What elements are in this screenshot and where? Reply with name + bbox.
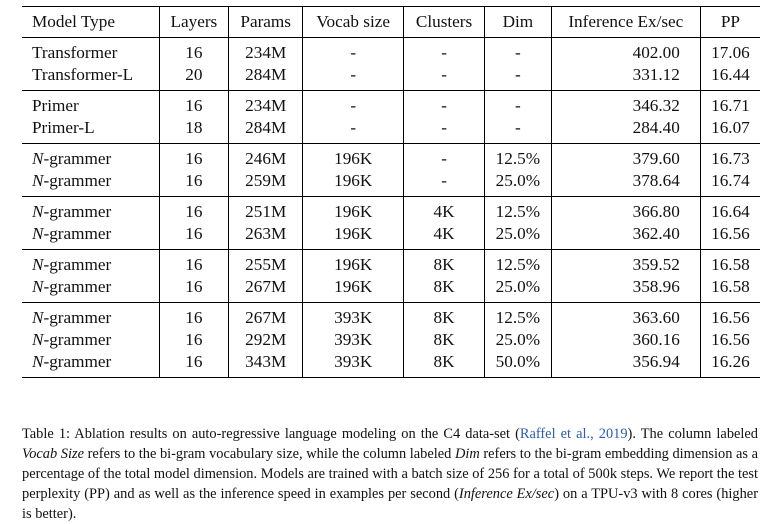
table-group-ngrammer-8k-196k: [22, 250, 760, 303]
cell-inference: 363.60: [551, 303, 700, 330]
table-row: [22, 197, 760, 224]
cell-pp: 17.06: [700, 38, 760, 65]
cell-layers: 16: [159, 329, 229, 351]
table-group-primer: [22, 91, 760, 144]
cell-inference: 378.64: [551, 170, 700, 197]
cell-params: 251M: [229, 197, 303, 224]
cell-dim: -: [484, 91, 551, 118]
header-dim: Dim: [484, 7, 551, 38]
cell-inference: 356.94: [551, 351, 700, 378]
cell-pp: 16.56: [700, 329, 760, 351]
cell-params: 343M: [229, 351, 303, 378]
cell-params: 284M: [229, 64, 303, 91]
cell-dim: 12.5%: [484, 197, 551, 224]
header-vocab-size: Vocab size: [303, 7, 404, 38]
table-row: [22, 170, 760, 197]
cell-inference: 379.60: [551, 144, 700, 171]
cell-dim: -: [484, 64, 551, 91]
cell-layers: 20: [159, 64, 229, 91]
cell-clusters: 8K: [404, 303, 485, 330]
cell-clusters: -: [404, 117, 485, 144]
cell-clusters: -: [404, 144, 485, 171]
cell-model: Transformer: [32, 43, 118, 62]
cell-model: N-grammer: [32, 149, 112, 168]
cell-params: 234M: [229, 91, 303, 118]
cell-clusters: -: [404, 91, 485, 118]
cell-model: Primer-L: [32, 118, 95, 137]
table-group-ngrammer-4k: [22, 197, 760, 250]
cell-vocab: -: [303, 117, 404, 144]
cell-params: 263M: [229, 223, 303, 250]
table-caption: Table 1: Ablation results on auto-regressive language modeling on the C4 data-set (Raffel et al., 2019). The column labeled Vocab Size refers to the bi-gram vocabulary size, while the column labeled Dim refers to the bi-gram embedding dimension as a percentage of the total model dimension. Models are trained with a batch size of 256 for a total of 500k steps. We report the test perplexity (PP) and as well as the inference speed in examples per second (Inference Ex/sec) on a TPU-v3 with 8 cores (higher is better).: [22, 426, 758, 523]
cell-layers: 16: [159, 91, 229, 118]
table-row: [22, 351, 760, 378]
cell-vocab: 196K: [303, 197, 404, 224]
cell-model: N-grammer: [32, 255, 112, 274]
cell-dim: 25.0%: [484, 276, 551, 303]
citation-link[interactable]: Raffel et al., 2019: [519, 426, 628, 443]
table-row: [22, 303, 760, 330]
cell-layers: 16: [159, 250, 229, 277]
cell-params: 234M: [229, 38, 303, 65]
cell-params: 267M: [229, 276, 303, 303]
cell-inference: 358.96: [551, 276, 700, 303]
cell-dim: 25.0%: [484, 329, 551, 351]
cell-vocab: 196K: [303, 223, 404, 250]
cell-dim: 12.5%: [484, 303, 551, 330]
table-group-ngrammer-8k-393k: [22, 303, 760, 378]
cell-dim: 50.0%: [484, 351, 551, 378]
cell-pp: 16.58: [700, 250, 760, 277]
cell-layers: 16: [159, 303, 229, 330]
cell-pp: 16.74: [700, 170, 760, 197]
cell-vocab: 393K: [303, 351, 404, 378]
cell-pp: 16.26: [700, 351, 760, 378]
cell-inference: 362.40: [551, 223, 700, 250]
cell-vocab: 196K: [303, 276, 404, 303]
header-inference: Inference Ex/sec: [551, 7, 700, 38]
table-row: [22, 38, 760, 65]
cell-pp: 16.64: [700, 197, 760, 224]
cell-layers: 16: [159, 38, 229, 65]
cell-clusters: 8K: [404, 329, 485, 351]
cell-dim: 25.0%: [484, 170, 551, 197]
cell-params: 267M: [229, 303, 303, 330]
cell-layers: 16: [159, 170, 229, 197]
cell-vocab: 196K: [303, 250, 404, 277]
table-row: [22, 117, 760, 144]
cell-inference: 359.52: [551, 250, 700, 277]
cell-model: N-grammer: [32, 202, 112, 221]
cell-pp: 16.58: [700, 276, 760, 303]
cell-clusters: 8K: [404, 276, 485, 303]
cell-dim: -: [484, 38, 551, 65]
cell-dim: 12.5%: [484, 250, 551, 277]
cell-clusters: 8K: [404, 250, 485, 277]
cell-pp: 16.56: [700, 303, 760, 330]
cell-layers: 16: [159, 144, 229, 171]
cell-model: Transformer-L: [32, 65, 134, 84]
cell-vocab: 196K: [303, 170, 404, 197]
cell-layers: 16: [159, 351, 229, 378]
cell-layers: 18: [159, 117, 229, 144]
cell-model: N-grammer: [32, 171, 112, 190]
table-group-ngrammer-no-clusters: [22, 144, 760, 197]
cell-clusters: -: [404, 38, 485, 65]
table-row: [22, 144, 760, 171]
header-clusters: Clusters: [404, 7, 485, 38]
table-row: [22, 250, 760, 277]
cell-model: N-grammer: [32, 352, 112, 371]
table-row: [22, 276, 760, 303]
cell-params: 284M: [229, 117, 303, 144]
table-row: [22, 64, 760, 91]
cell-params: 255M: [229, 250, 303, 277]
header-model-type: Model Type: [32, 12, 115, 31]
cell-pp: 16.73: [700, 144, 760, 171]
ablation-table: [22, 6, 760, 378]
cell-model: Primer: [32, 96, 79, 115]
cell-inference: 331.12: [551, 64, 700, 91]
table-row: [22, 91, 760, 118]
cell-model: N-grammer: [32, 308, 112, 327]
cell-inference: 402.00: [551, 38, 700, 65]
cell-pp: 16.07: [700, 117, 760, 144]
cell-layers: 16: [159, 223, 229, 250]
table-row: [22, 329, 760, 351]
cell-inference: 366.80: [551, 197, 700, 224]
cell-clusters: 8K: [404, 351, 485, 378]
cell-layers: 16: [159, 197, 229, 224]
cell-vocab: -: [303, 91, 404, 118]
cell-params: 246M: [229, 144, 303, 171]
cell-layers: 16: [159, 276, 229, 303]
cell-pp: 16.71: [700, 91, 760, 118]
cell-vocab: 393K: [303, 303, 404, 330]
cell-vocab: 196K: [303, 144, 404, 171]
cell-dim: 25.0%: [484, 223, 551, 250]
cell-inference: 360.16: [551, 329, 700, 351]
cell-dim: 12.5%: [484, 144, 551, 171]
cell-clusters: -: [404, 64, 485, 91]
cell-clusters: -: [404, 170, 485, 197]
table-row: [22, 223, 760, 250]
header-params: Params: [229, 7, 303, 38]
cell-pp: 16.56: [700, 223, 760, 250]
cell-vocab: -: [303, 38, 404, 65]
cell-model: N-grammer: [32, 277, 112, 296]
cell-clusters: 4K: [404, 223, 485, 250]
cell-pp: 16.44: [700, 64, 760, 91]
cell-model: N-grammer: [32, 224, 112, 243]
table-header-row: [22, 7, 760, 38]
table-group-transformer: [22, 38, 760, 91]
cell-model: N-grammer: [32, 330, 112, 349]
cell-vocab: 393K: [303, 329, 404, 351]
cell-inference: 284.40: [551, 117, 700, 144]
header-layers: Layers: [159, 7, 229, 38]
cell-clusters: 4K: [404, 197, 485, 224]
cell-params: 259M: [229, 170, 303, 197]
cell-inference: 346.32: [551, 91, 700, 118]
cell-dim: -: [484, 117, 551, 144]
cell-params: 292M: [229, 329, 303, 351]
cell-vocab: -: [303, 64, 404, 91]
header-pp: PP: [700, 7, 760, 38]
